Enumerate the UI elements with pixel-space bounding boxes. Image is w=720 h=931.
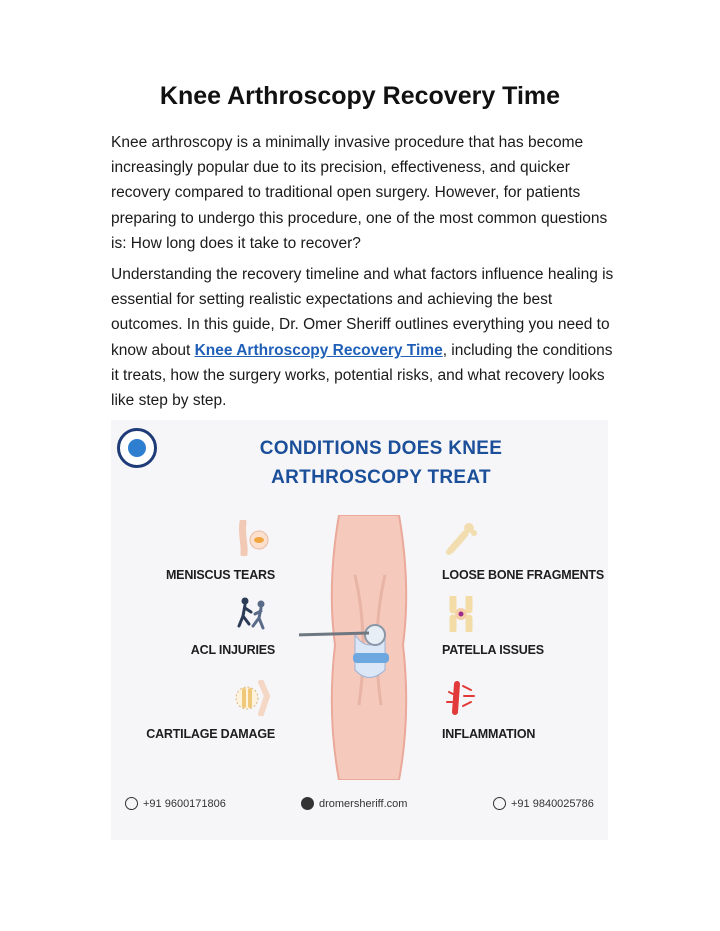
condition-cartilage-damage: CARTILAGE DAMAGE — [146, 727, 275, 741]
patella-icon — [443, 596, 479, 632]
infographic-title-line1: CONDITIONS DOES KNEE — [259, 438, 503, 459]
bone-fragment-icon — [443, 520, 479, 556]
guide-paragraph — [111, 262, 616, 413]
condition-inflammation: INFLAMMATION — [442, 727, 536, 741]
globe-icon — [301, 797, 314, 810]
phone-1-text: +91 9600171806 — [143, 797, 226, 810]
phone-2-text: +91 9840025786 — [511, 797, 594, 810]
clinic-logo — [117, 428, 157, 468]
condition-acl-injuries: ACL INJURIES — [190, 643, 275, 657]
conditions-infographic — [111, 420, 608, 840]
website-text: dromersheriff.com — [319, 797, 408, 810]
phone-icon — [493, 797, 506, 810]
meniscus-icon — [235, 520, 271, 556]
acl-injury-icon — [235, 596, 271, 632]
guide-text-start: Understanding the recovery timeline and what factors influence healing is essential for setting realistic expectations and achieving the best outcomes. In this guide, Dr. Omer Sheriff outlines everything you need to know about — [111, 266, 614, 359]
recovery-time-link[interactable]: Knee Arthroscopy Recovery Time — [194, 341, 443, 359]
condition-meniscus-tears: MENISCUS TEARS — [165, 568, 275, 582]
phone-icon — [125, 797, 138, 810]
cartilage-icon — [235, 680, 271, 716]
contact-phone-2[interactable] — [493, 797, 594, 810]
knee-arthroscope-illustration — [299, 515, 439, 780]
infographic-title-line2: ARTHROSCOPY TREAT — [271, 467, 491, 488]
intro-paragraph: Knee arthroscopy is a minimally invasive procedure that has become increasingly popular due to its precision, effectiveness, and quicker recovery compared to traditional open surgery. However, for patients preparing to undergo this procedure, one of the most common questions is: How long does it take to recover? — [111, 134, 608, 252]
contact-phone-1[interactable] — [125, 797, 226, 810]
contact-website[interactable] — [301, 797, 407, 810]
inflammation-icon — [443, 680, 479, 716]
condition-loose-bone-fragments: LOOSE BONE FRAGMENTS — [442, 568, 604, 582]
condition-patella-issues: PATELLA ISSUES — [442, 643, 544, 657]
page-title: Knee Arthroscopy Recovery Time — [159, 82, 561, 110]
guide-text-end: , including the conditions it treats, how the surgery works, potential risks, and what recovery looks like step by step. — [111, 341, 613, 410]
